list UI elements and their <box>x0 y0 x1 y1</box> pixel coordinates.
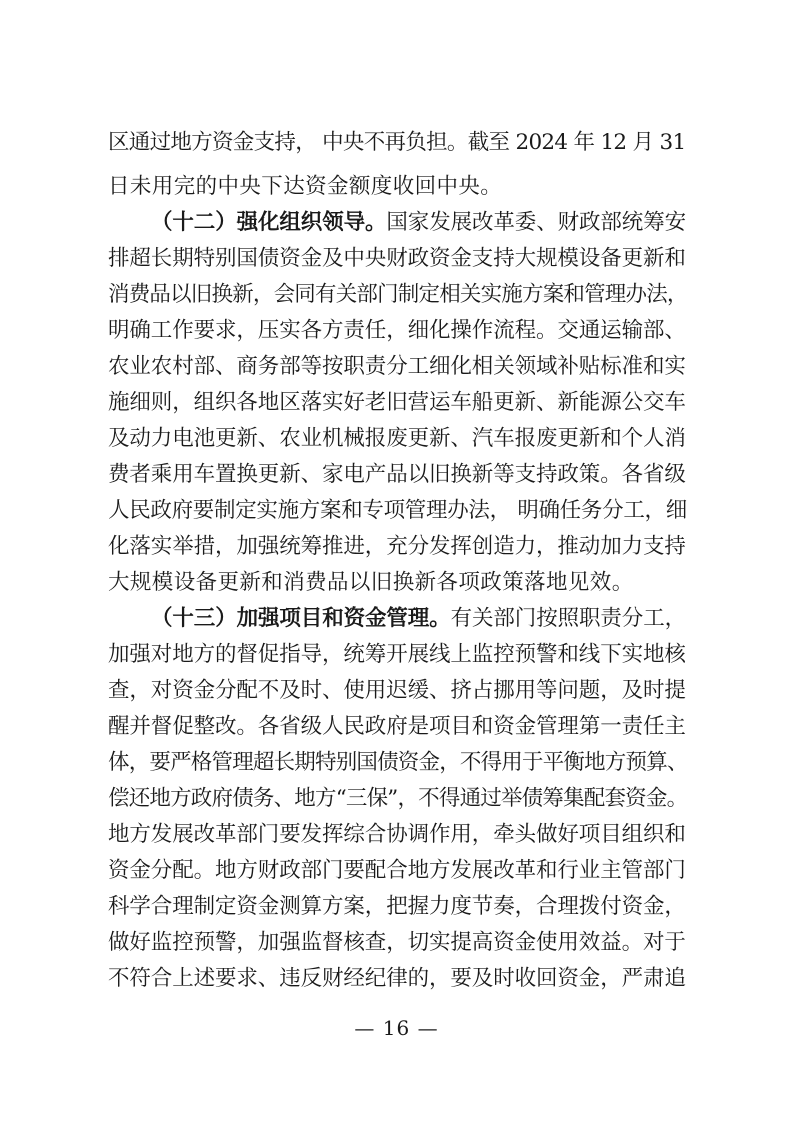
body-line: 化落实举措，加强统筹推进，充分发挥创造力，推动加力支持 <box>108 534 686 559</box>
body-line: 偿还地方政府债务、地方“三保”，不得通过举债筹集配套资金。 <box>108 786 688 811</box>
body-line: 排超长期特别国债资金及中央财政资金支持大规模设备更新和 <box>108 246 686 271</box>
body-line: 明确工作要求，压实各方责任，细化操作流程。交通运输部、 <box>108 318 686 343</box>
body-line: 醒并督促整改。各省级人民政府是项目和资金管理第一责任主 <box>108 714 686 739</box>
body-line: 施细则，组织各地区落实好老旧营运车船更新、新能源公交车 <box>108 390 686 415</box>
body-line: 体，要严格管理超长期特别国债资金，不得用于平衡地方预算、 <box>108 750 688 775</box>
body-line: 科学合理制定资金测算方案，把握力度节奏，合理拨付资金， <box>108 894 686 919</box>
body-line-tail: 国家发展改革委、财政部统筹安 <box>386 210 687 235</box>
body-line: 日未用完的中央下达资金额度收回中央。 <box>108 174 503 199</box>
body-line: 地方发展改革部门要发挥综合协调作用，牵头做好项目组织和 <box>108 822 686 847</box>
body-line: 做好监控预警，加强监督核查，切实提高资金使用效益。对于 <box>108 930 686 955</box>
body-line: 大规模设备更新和消费品以旧换新各项政策落地见效。 <box>108 570 634 595</box>
body-line: 人民政府要制定实施方案和专项管理办法， 明确任务分工，细 <box>108 498 687 523</box>
body-line: 农业农村部、商务部等按职责分工细化相关领域补贴标准和实 <box>108 354 686 379</box>
body-line: 查，对资金分配不及时、使用迟缓、挤占挪用等问题，及时提 <box>108 678 686 703</box>
body-line: 资金分配。地方财政部门要配合地方发展改革和行业主管部门 <box>108 858 686 883</box>
section-12-first-line <box>151 208 688 238</box>
body-line-tail: 有关部门按照职责分工， <box>450 606 687 631</box>
body-line: 不符合上述要求、违反财经纪律的，要及时收回资金，严肃追 <box>108 966 686 991</box>
page-number: — 16 — <box>354 1016 439 1040</box>
section-13-first-line <box>151 604 688 634</box>
body-line: 费者乘用车置换更新、家电产品以旧换新等支持政策。各省级 <box>108 462 686 487</box>
section-heading-12: （十二）强化组织领导。 <box>151 210 387 235</box>
body-line: 消费品以旧换新，会同有关部门制定相关实施方案和管理办法， <box>108 282 688 307</box>
section-heading-13: （十三）加强项目和资金管理。 <box>151 606 451 631</box>
body-line: 加强对地方的督促指导，统筹开展线上监控预警和线下实地核 <box>108 642 686 667</box>
body-line: 及动力电池更新、农业机械报废更新、汽车报废更新和个人消 <box>108 426 686 451</box>
body-line: 区通过地方资金支持， 中央不再负担。截至 2024 年 12 月 31 <box>108 130 686 155</box>
